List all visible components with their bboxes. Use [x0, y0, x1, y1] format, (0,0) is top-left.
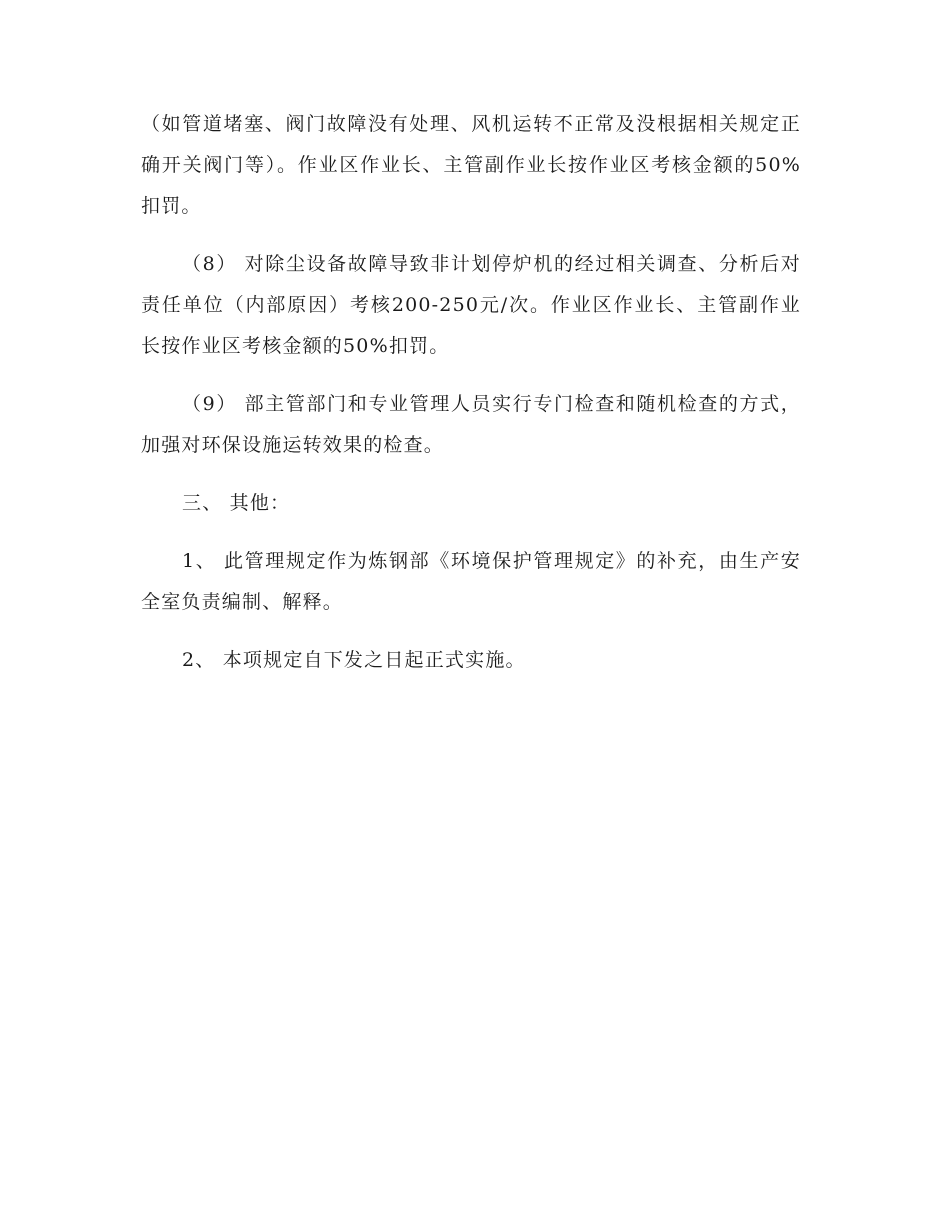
section-heading-other: 三、 其他： — [182, 492, 291, 514]
paragraph-item-9: （9） 部主管部门和专业管理人员实行专门检查和随机检查的方式，加强对环保设施运转效果的检查。 — [141, 393, 801, 456]
paragraph-item-8: （8） 对除尘设备故障导致非计划停炉机的经过相关调查、分析后对责任单位（内部原因）考核200-250元/次。作业区作业长、主管副作业长按作业区考核金额的50%扣罚。 — [141, 253, 801, 357]
document-page — [141, 104, 801, 698]
paragraph-continuation: （如管道堵塞、阀门故障没有处理、风机运转不正常及没根据相关规定正确开关阀门等）。作业区作业长、主管副作业长按作业区考核金额的50%扣罚。 — [141, 113, 801, 217]
paragraph-other-2: 2、 本项规定自下发之日起正式实施。 — [182, 649, 526, 671]
paragraph-other-1: 1、 此管理规定作为炼钢部《环境保护管理规定》的补充，由生产安全室负责编制、解释。 — [141, 550, 801, 613]
